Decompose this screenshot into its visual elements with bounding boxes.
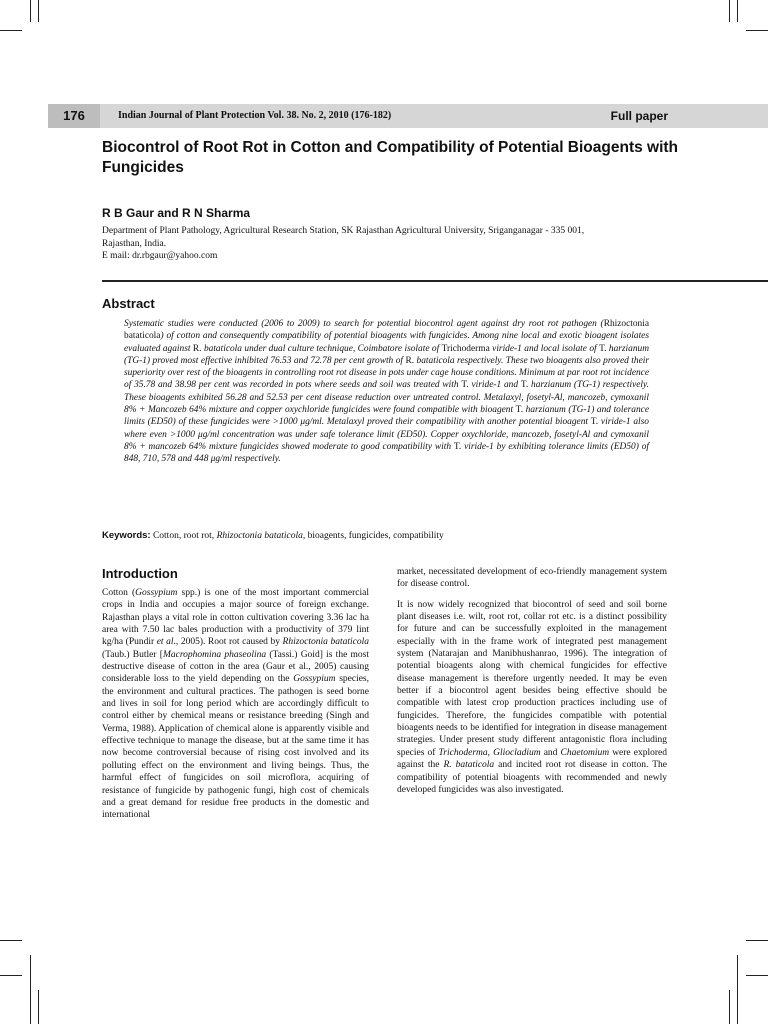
crop-mark	[729, 990, 730, 1024]
abstract-text: Systematic studies were conducted (2006 to 2009) to search for potential biocontrol agent against dry root rot pathogen (Rhizoctonia bataticola) of cotton and consequently compatibility of potential bioagents with fungicides. Among nine local and exotic bioagent isolates evaluated against R. bataticola under dual culture technique, Coimbatore isolate of Trichoderma viride-1 and local isolate of T. harzianum (TG-1) proved most effective inhibited 76.53 and 72.78 per cent growth of R. bataticola respectively. These two bioagents also proved their superiority over rest of the bioagents in controlling root rot disease in pots under cage house conditions. Minimum at par root rot incidence of 35.78 and 38.98 per cent was recorded in pots where seeds and soil was treated with T. viride-1 and T. harzianum (TG-1) respectively. These bioagents exhibited 56.28 and 52.53 per cent disease reduction over untreated control. Metalaxyl, fosetyl-Al, mancozeb, cymoxanil 8% + Mancozeb 64% mixture and copper oxychloride fungicides were found compatible with bioagent T. harzianum (TG-1) and tolerance limits (ED50) of these fungicides were >1000 μg/ml. Metalaxyl proved their compatibility with another potential bioagent T. viride-1 also where even >1000 μg/ml concentration was under safe tolerance limit (ED50). Copper oxychloride, mancozeb, fosetyl-Al and cymoxanil 8% + mancozeb 64% mixture fungicides showed moderate to good compatibility with T. viride-1 by exhibiting tolerance limits (ED50) of 848, 710, 578 and 448 μg/ml respectively.	[124, 319, 649, 465]
paragraph: Cotton (Gossypium spp.) is one of the most important commercial crops in India and occupies a major source of foreign exchange. Rajasthan plays a vital role in cotton cultivation covering 3.36 lac ha area with 7.50 lac bales production with a productivity of 379 lint kg/ha (Pundir et al., 2005). Root rot caused by Rhizoctonia bataticola (Taub.) Butler [Macrophomina phaseolina (Tassi.) Goid] is the most destructive disease of cotton in the area (Gaur et al., 2005) causing considerable loss to the yield depending on the Gossypium species, the environment and cultural practices. The pathogen is seed borne and lives in soil for long period which are accordingly difficult to control either by chemical means or resistance breeding (Singh and Verma, 1988). Application of chemical alone is apparently visible and effective technique to manage the disease, but at the same time it has now become controversial because of rising cost involved and its polluting effect on the environment and living beings. Thus, the harmful effect of fungicides on soil microflora, acquiring of resistance of fungicide by pathogenic fungi, high cost of chemicals and a great demand for residue free products in the domestic and international	[102, 588, 370, 821]
paper-title: Biocontrol of Root Rot in Cotton and Compatibility of Potential Bioagents with Fungicides	[102, 139, 679, 176]
crop-mark	[746, 975, 768, 976]
affiliation	[102, 225, 662, 263]
body-column-left	[102, 587, 369, 830]
crop-mark	[38, 0, 39, 22]
keywords: Keywords: Cotton, root rot, Rhizoctonia bataticola, bioagents, fungicides, compatibility	[102, 530, 444, 541]
body-column-right	[397, 566, 667, 804]
crop-mark	[729, 0, 730, 22]
crop-mark	[746, 30, 768, 31]
introduction-heading: Introduction	[102, 566, 178, 581]
keywords-label: Keywords:	[102, 530, 151, 541]
crop-mark	[0, 30, 22, 31]
crop-mark	[30, 955, 31, 1024]
authors: R B Gaur and R N Sharma	[102, 206, 251, 220]
page-number: 176	[48, 104, 100, 128]
divider	[102, 280, 768, 282]
paragraph: market, necessitated development of eco-friendly management system for disease control.	[397, 567, 667, 590]
crop-mark	[737, 955, 738, 1024]
paragraph: It is now widely recognized that biocontrol of seed and soil borne plant diseases i.e. wilt, root rot, collar rot etc. is a distinct possibility for future and can be successfully exploited in the management especially with in the frame work of integrated pest management system (Natarajan and Manibhushanrao, 1996). The integration of potential bioagents along with chemical fungicides for effective disease management is therefore urgently needed. It may be even better if a biocontrol agent besides being effective should be compatible with latest crop production practices including use of fungicides. Therefore, the fungicides compatible with potential bioagents needs to be identified for integration in disease management strategies. Under present study different antagonistic flora including species of Trichoderma, Gliocladium and Chaetomium were explored against the R. bataticola and incited root rot disease in cotton. The compatibility of potential bioagents with recommended and newly developed fungicides was also investigated.	[397, 599, 668, 795]
affiliation-line: Department of Plant Pathology, Agricultural Research Station, SK Rajasthan Agricultural University, Sriganganagar - 335 001,	[102, 226, 585, 236]
journal-citation: Indian Journal of Plant Protection Vol. 38. No. 2, 2010 (176-182)	[118, 110, 392, 121]
article-type-label: Full paper	[610, 109, 668, 123]
crop-mark	[38, 990, 39, 1024]
email: E mail: dr.rbgaur@yahoo.com	[102, 251, 218, 261]
crop-mark	[746, 940, 768, 941]
crop-mark	[0, 975, 22, 976]
crop-mark	[737, 0, 738, 22]
crop-mark	[30, 0, 31, 22]
abstract-heading: Abstract	[102, 296, 155, 311]
affiliation-line: Rajasthan, India.	[102, 238, 167, 249]
crop-mark	[0, 940, 22, 941]
